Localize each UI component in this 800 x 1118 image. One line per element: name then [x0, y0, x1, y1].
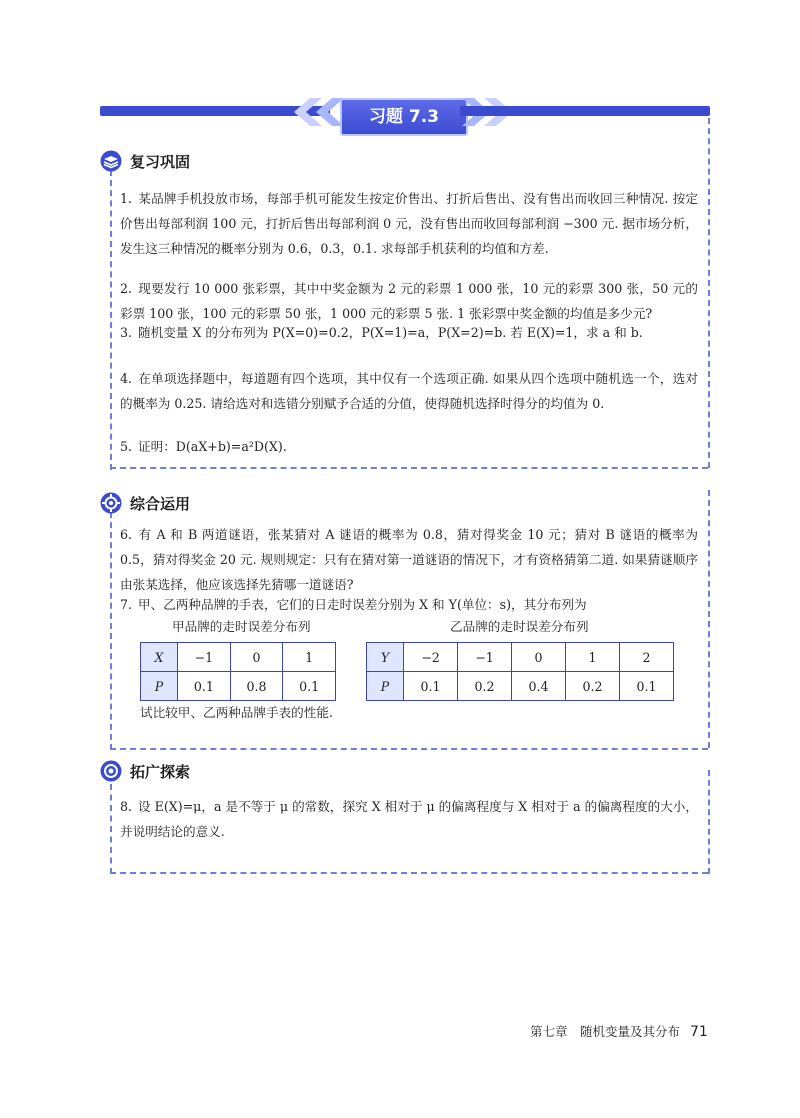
table-a-title: 甲品牌的走时误差分布列	[172, 619, 311, 634]
table-b-y-head: Y	[367, 643, 404, 672]
explore-target-icon	[100, 760, 122, 782]
table-a-row-p	[141, 672, 336, 701]
section-applied-header	[100, 490, 190, 516]
review-book-icon	[100, 150, 122, 172]
applied-gear-icon	[100, 492, 122, 514]
problem-1: 1. 某品牌手机投放市场，每部手机可能发生按定价售出、打折后售出、没有售出而收回三种情况. 按定价售出每部利润 100 元，打折后售出每部利润 0 元，没有售出而收回每部利润 −300 元. 据市场分析，发生这三种情况的概率分别为 0.6，0.3，0.1. 求每部手机获利的均值和方差.	[120, 191, 698, 256]
section-review-header	[100, 148, 190, 174]
table-a-row-x	[141, 643, 336, 672]
problem-2: 2. 现要发行 10 000 张彩票，其中中奖金额为 2 元的彩票 1 000 张，10 元的彩票 300 张，50 元的彩票 100 张，100 元的彩票 50 张，1 000 元的彩票 5 张. 1 张彩票中奖金额的均值是多少元?	[120, 281, 698, 321]
table-b-cell: −2	[404, 643, 458, 672]
problem-8: 8. 设 E(X)=μ，a 是不等于 μ 的常数，探究 X 相对于 μ 的偏离程度与 X 相对于 a 的偏离程度的大小，并说明结论的意义.	[120, 799, 698, 839]
section-review-title: 复习巩固	[130, 152, 191, 171]
problem-3: 3. 随机变量 X 的分布列为 P(X=0)=0.2，P(X=1)=a，P(X=2)=b. 若 E(X)=1，求 a 和 b.	[120, 325, 643, 340]
table-a-cell: 1	[283, 643, 336, 672]
problem-4: 4. 在单项选择题中，每道题有四个选项，其中仅有一个选项正确. 如果从四个选项中随机选一个，选对的概率为 0.25. 请给选对和选错分别赋予合适的分值，使得随机选择时得分的均值为 0.	[120, 371, 698, 411]
table-a-cell: 0.1	[283, 672, 336, 701]
table-b-cell: 0.1	[404, 672, 458, 701]
page-footer	[530, 1022, 708, 1040]
frame-bottom-review	[110, 467, 708, 469]
table-a-cell: −1	[178, 643, 231, 672]
frame-bottom-applied	[110, 748, 708, 750]
table-a-p-head: P	[141, 672, 178, 701]
frame-left-explore	[110, 784, 112, 874]
table-b-row-p	[367, 672, 674, 701]
frame-bottom-explore	[110, 872, 708, 874]
table-a-cell: 0	[230, 643, 283, 672]
problem-7-conclusion: 试比较甲、乙两种品牌手表的性能.	[140, 705, 333, 720]
section-explore-header	[100, 758, 190, 784]
section-applied-title: 综合运用	[130, 494, 191, 513]
frame-right-applied	[708, 490, 710, 748]
frame-left-review	[110, 170, 112, 470]
table-a	[140, 642, 336, 701]
table-b-cell: 0.4	[512, 672, 566, 701]
table-b-title: 乙品牌的走时误差分布列	[450, 619, 589, 634]
table-b	[366, 642, 674, 701]
table-b-cell: 2	[620, 643, 674, 672]
page-number: 71	[690, 1024, 708, 1040]
table-b-cell: 1	[566, 643, 620, 672]
table-a-cell: 0.1	[178, 672, 231, 701]
table-b-row-y	[367, 643, 674, 672]
table-b-cell: −1	[458, 643, 512, 672]
chapter-label: 第七章 随机变量及其分布	[530, 1024, 681, 1039]
table-b-cell: 0.2	[458, 672, 512, 701]
table-b-p-head: P	[367, 672, 404, 701]
frame-right-explore	[708, 770, 710, 874]
section-explore-title: 拓广探索	[130, 762, 191, 781]
frame-left-applied	[110, 512, 112, 750]
table-a-x-head: X	[141, 643, 178, 672]
problem-7: 7. 甲、乙两种品牌的手表，它们的日走时误差分别为 X 和 Y(单位：s)，其分布列为	[120, 597, 587, 612]
problem-6: 6. 有 A 和 B 两道谜语，张某猜对 A 谜语的概率为 0.8，猜对得奖金 10 元；猜对 B 谜语的概率为 0.5，猜对得奖金 20 元. 规则规定：只有在猜对第一道谜语的情况下，才有资格猜第二道. 如果猜谜顺序由张某选择，他应该选择先猜哪一道谜语?	[120, 527, 698, 592]
table-b-cell: 0	[512, 643, 566, 672]
table-b-cell: 0.1	[620, 672, 674, 701]
table-b-cell: 0.2	[566, 672, 620, 701]
header-rule-right	[460, 106, 710, 116]
exercise-title: 习题 7.3	[340, 98, 468, 136]
frame-right-review	[708, 118, 710, 468]
problem-5: 5. 证明：D(aX+b)=a²D(X).	[120, 439, 287, 454]
table-a-cell: 0.8	[230, 672, 283, 701]
